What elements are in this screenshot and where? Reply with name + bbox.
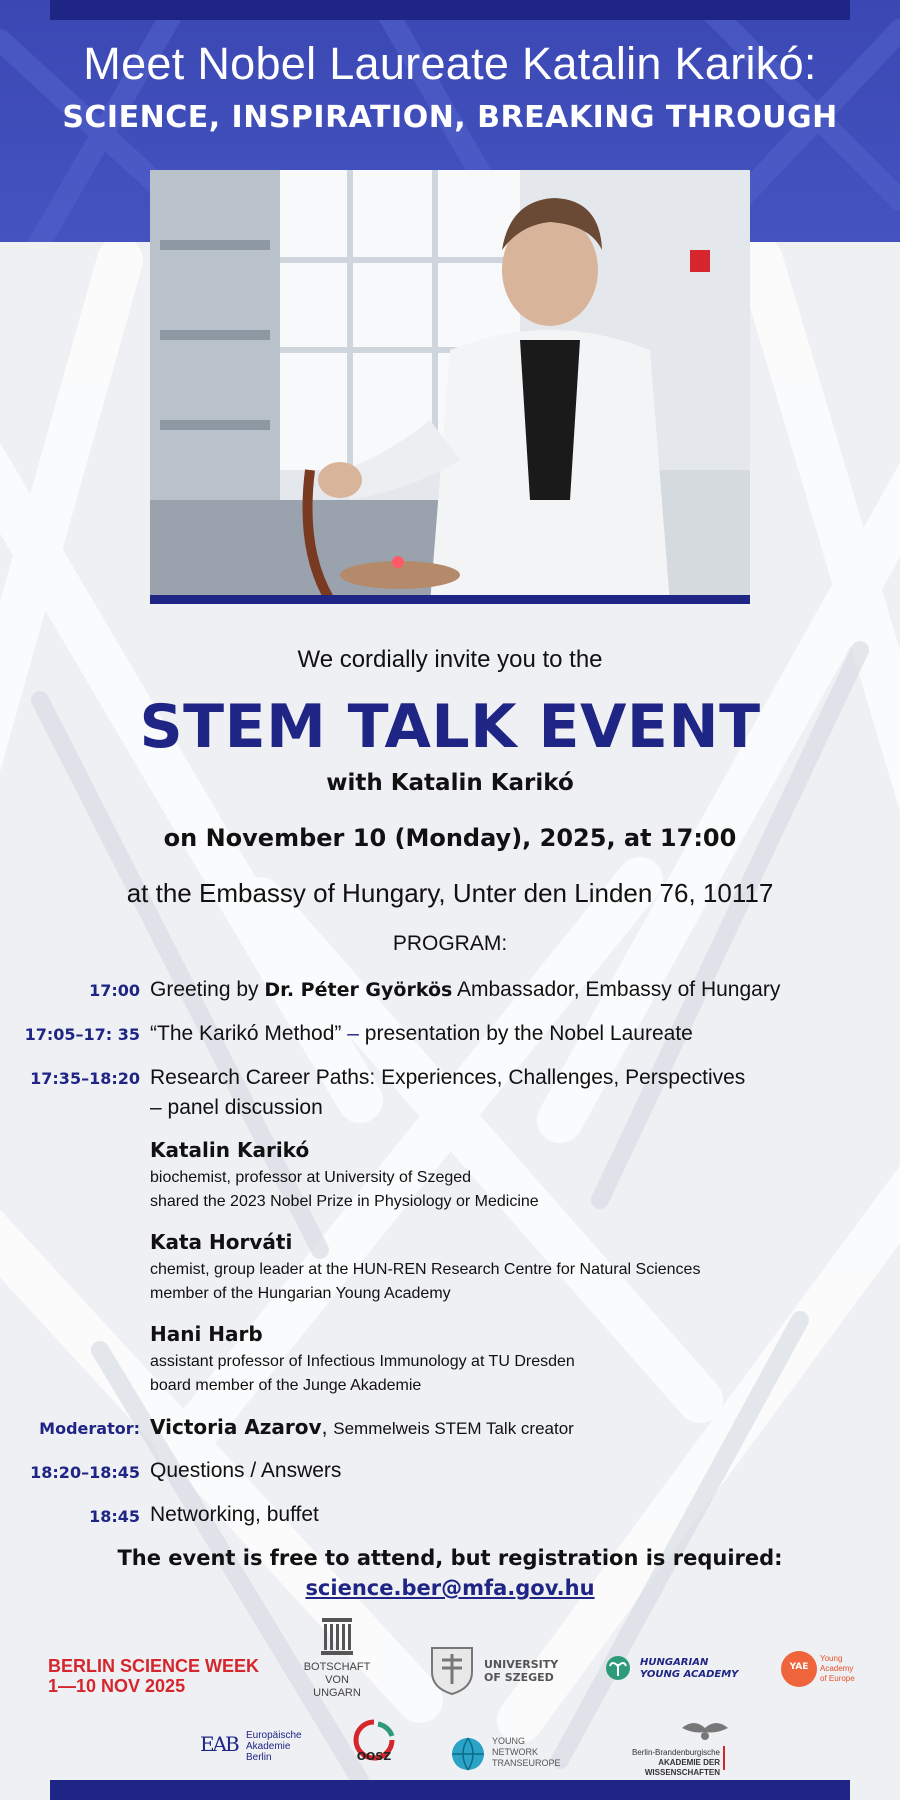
logo-text: UNGARN [313, 1687, 361, 1699]
panelist-role: assistant professor of Infectious Immunology at TU Dresden [150, 1353, 575, 1370]
event-title: STEM TALK EVENT [139, 692, 761, 762]
program-heading: PROGRAM: [392, 932, 508, 955]
embassy-hungary-logo [300, 1614, 374, 1700]
program-time: 18:20–18:45 [30, 1463, 140, 1482]
panelist-note: member of the Hungarian Young Academy [150, 1285, 451, 1302]
lab-scene-illustration [150, 170, 750, 604]
program-item-greeting [150, 975, 870, 1005]
header-title: Meet Nobel Laureate Katalin Karikó: [83, 38, 817, 89]
top-accent-bar [50, 0, 850, 20]
logo-text: OOSZ [356, 1750, 392, 1763]
logo-text: 1—10 NOV 2025 [48, 1676, 186, 1696]
logo-text: NETWORK [492, 1747, 538, 1757]
logo-text: of Europe [820, 1674, 855, 1683]
panelist-description [150, 1350, 870, 1398]
logo-text: YOUNG [492, 1736, 526, 1746]
registration-email-link[interactable]: science.ber@mfa.gov.hu [305, 1576, 595, 1600]
moderator-row: Victoria Azarov, Semmelweis STEM Talk creator [150, 1415, 574, 1439]
logo-text: TRANSEUROPE [492, 1758, 561, 1768]
logo-text: UNIVERSITY [484, 1658, 559, 1671]
moderator-label: Moderator: [39, 1419, 140, 1438]
logo-text: Akademie [246, 1741, 291, 1752]
logo-text: BERLIN SCIENCE WEEK [48, 1656, 260, 1676]
logo-text: Young [820, 1654, 843, 1663]
logo-text: BOTSCHAFT [303, 1661, 371, 1673]
event-date: on November 10 (Monday), 2025, at 17:00 [163, 824, 737, 852]
event-venue: at the Embassy of Hungary, Unter den Linden 76, 10117 [126, 878, 774, 908]
crest-icon [428, 1644, 476, 1696]
berlin-science-week-logo [48, 1656, 259, 1696]
logo-text: HUNGARIAN [640, 1657, 709, 1668]
panelist-description [150, 1258, 870, 1306]
registration-note: The event is free to attend, but registration is required: [117, 1546, 783, 1570]
red-divider [723, 1746, 725, 1770]
event-speaker: with Katalin Karikó [326, 770, 574, 796]
moderator-name: Victoria Azarov [150, 1415, 322, 1439]
building-icon [320, 1614, 354, 1656]
globe-icon [450, 1736, 486, 1772]
logo-text: VON [325, 1674, 349, 1686]
logo-text: Berlin-Brandenburgische [631, 1748, 720, 1757]
panelist-name: Katalin Karikó [150, 1138, 310, 1162]
logo-text: Academy [820, 1664, 854, 1673]
program-speaker: Dr. Péter Györkös [264, 979, 453, 1001]
program-time: 17:05–17: 35 [24, 1025, 140, 1044]
program-time: 17:35–18:20 [30, 1069, 140, 1088]
header-subtitle: SCIENCE, INSPIRATION, BREAKING THROUGH [62, 100, 838, 135]
panelist-role: biochemist, professor at University of Szeged [150, 1169, 472, 1186]
panelist-name: Hani Harb [150, 1322, 263, 1346]
panelist-role: chemist, group leader at the HUN-REN Research Centre for Natural Sciences [150, 1261, 701, 1278]
panelist-note: board member of the Junge Akademie [150, 1377, 422, 1394]
invitation-intro: We cordially invite you to the [297, 646, 603, 673]
panelist-name: Kata Horváti [150, 1230, 293, 1254]
logo-text: Europäische [246, 1730, 302, 1741]
program-text: Ambassador, Embassy of Hungary [452, 978, 781, 1001]
program-text: presentation by the Nobel Laureate [358, 1022, 693, 1045]
logo-text: AKADEMIE DER WISSENSCHAFTEN [644, 1758, 720, 1777]
panelist-note: shared the 2023 Nobel Prize in Physiology or Medicine [150, 1193, 539, 1210]
logo-text: YOUNG ACADEMY [640, 1669, 739, 1680]
logo-text: Berlin [246, 1752, 272, 1763]
program-item-qa: Questions / Answers [150, 1459, 342, 1482]
panelist-description [150, 1166, 870, 1214]
logo-text: YAE [789, 1662, 809, 1672]
logo-text: OF SZEGED [484, 1671, 554, 1684]
moderator-description: Semmelweis STEM Talk creator [333, 1419, 574, 1438]
program-item-presentation [150, 1019, 870, 1049]
program-text: “The Karikó Method” [150, 1022, 348, 1045]
program-item-panel [150, 1063, 870, 1123]
oosz-logo [348, 1716, 400, 1772]
logo-text: EAB [200, 1732, 238, 1756]
program-time: 18:45 [89, 1507, 140, 1526]
program-text: – panel discussion [150, 1096, 323, 1119]
laureate-photo [150, 170, 750, 604]
program-time: 17:00 [89, 981, 140, 1000]
program-item-networking: Networking, buffet [150, 1503, 319, 1526]
program-text: Research Career Paths: Experiences, Challenges, Perspectives [150, 1066, 746, 1089]
sprout-icon [604, 1654, 632, 1682]
eagle-icon [680, 1716, 730, 1746]
program-text: Greeting by [150, 978, 265, 1001]
program-dash: – [347, 1022, 359, 1045]
bottom-accent-bar [50, 1780, 850, 1800]
